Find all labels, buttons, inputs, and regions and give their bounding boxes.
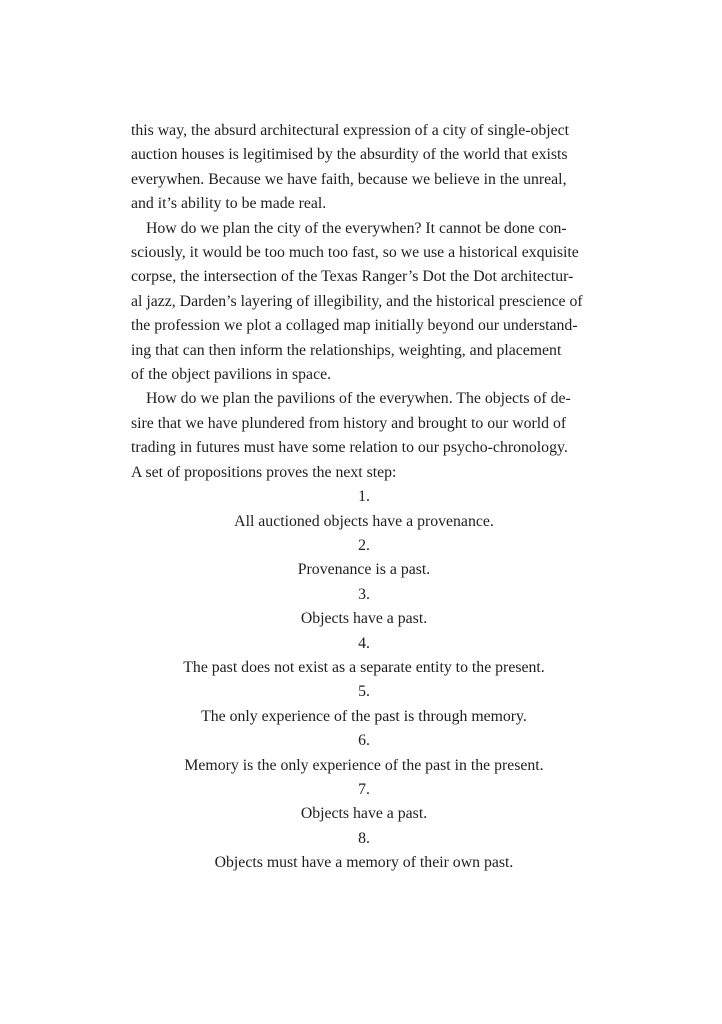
text-line: sciously, it would be too much too fast, so we use a historical exquisite [131,244,579,262]
proposition-text: Provenance is a past. [297,561,431,579]
paragraph [131,119,597,217]
text-line: corpse, the intersection of the Texas Ranger’s Dot the Dot architectur- [131,268,574,286]
text-line: the profession we plot a collaged map initially beyond our understand- [131,317,578,335]
proposition-number: 6. [358,732,370,750]
text-line: al jazz, Darden’s layering of illegibility, and the historical prescience of [131,292,583,310]
proposition-text: Objects have a past. [300,610,428,628]
proposition-number: 4. [358,634,370,652]
proposition-text: The only experience of the past is through memory. [201,707,527,725]
proposition-number: 5. [358,683,370,701]
proposition-text: The past does not exist as a separate entity to the present. [183,658,545,676]
text-line: this way, the absurd architectural expression of a city of single-object [131,122,570,139]
text-line: sire that we have plundered from history and brought to our world of [131,414,567,432]
text-line: everywhen. Because we have faith, because we believe in the unreal, [131,170,567,188]
body-text [131,119,597,876]
text-line: and it’s ability to be made real. [131,195,327,213]
paragraph [131,217,597,388]
proposition-text: Objects must have a memory of their own past. [214,854,514,872]
proposition-number: 3. [358,585,370,603]
proposition-text: Memory is the only experience of the past in the present. [184,756,544,774]
text-line: How do we plan the city of the everywhen? It cannot be done con- [146,219,567,237]
text-line: auction houses is legitimised by the absurdity of the world that exists [131,146,568,164]
text-line: ing that can then inform the relationships, weighting, and placement [131,341,562,359]
text-line: How do we plan the pavilions of the everywhen. The objects of de- [146,390,571,408]
text-line: A set of propositions proves the next step: [131,463,397,481]
propositions-list [131,485,597,876]
text-line: of the object pavilions in space. [131,366,332,384]
proposition-number: 7. [358,780,370,798]
paragraph [131,387,597,485]
proposition-number: 1. [358,488,370,506]
text-line: trading in futures must have some relation to our psycho-chronology. [131,439,568,457]
proposition-number: 2. [358,536,370,554]
proposition-text: Objects have a past. [300,805,428,823]
proposition-number: 8. [358,829,370,847]
proposition-text: All auctioned objects have a provenance. [234,512,494,530]
